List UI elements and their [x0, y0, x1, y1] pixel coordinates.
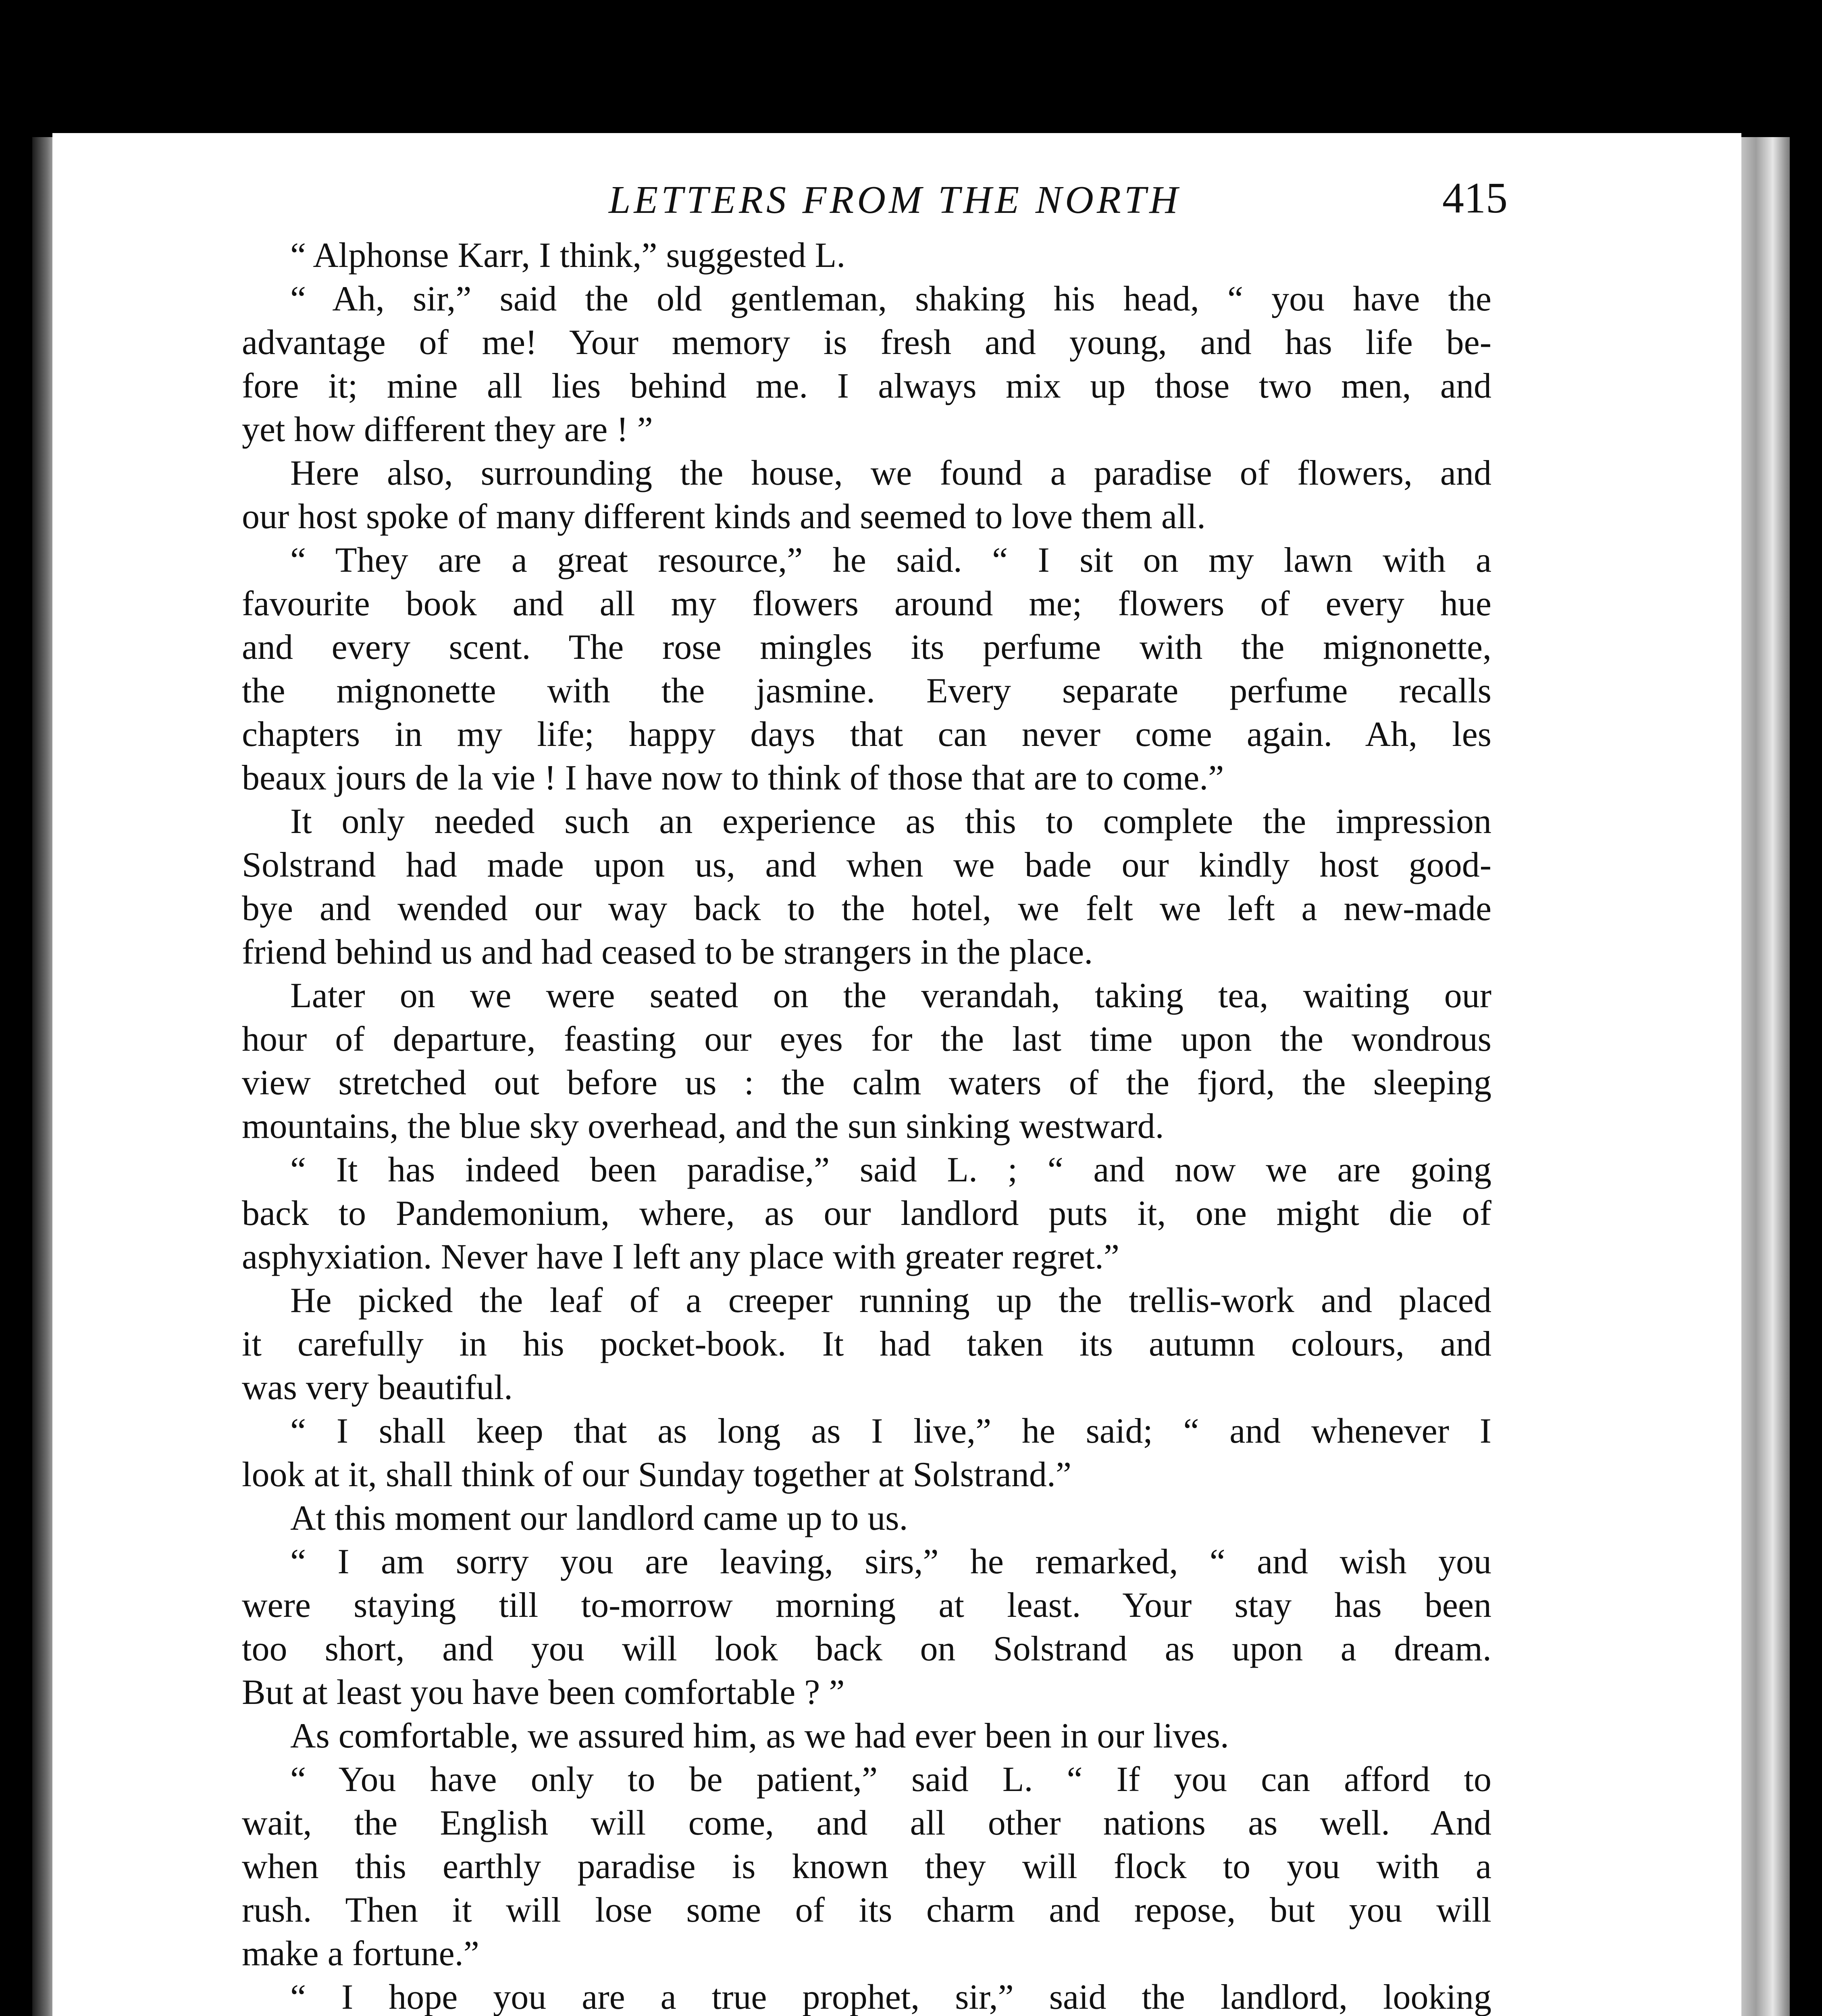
text-line: Solstrand had made upon us, and when we bade our kindly host good- — [242, 846, 1491, 885]
text-line: “ Alphonse Karr, I think,” suggested L. — [290, 236, 846, 275]
running-head: LETTERS FROM THE NORTH — [608, 178, 1181, 222]
text-line: friend behind us and had ceased to be strangers in the place. — [242, 933, 1093, 972]
text-line: “ I am sorry you are leaving, sirs,” he remarked, “ and wish you — [290, 1542, 1491, 1581]
text-line: advantage of me! Your memory is fresh and young, and has life be- — [242, 323, 1491, 362]
text-line: At this moment our landlord came up to us. — [290, 1499, 908, 1538]
text-line: “ You have only to be patient,” said L. “ If you can afford to — [290, 1760, 1491, 1799]
text-line: make a fortune.” — [242, 1934, 479, 1973]
text-line: yet how different they are ! ” — [242, 410, 653, 449]
text-line: But at least you have been comfortable ? ” — [242, 1673, 845, 1712]
text-line: were staying till to-morrow morning at least. Your stay has been — [242, 1586, 1491, 1625]
text-line: He picked the leaf of a creeper running up the trellis-work and placed — [290, 1281, 1491, 1320]
text-line: when this earthly paradise is known they will flock to you with a — [242, 1847, 1491, 1886]
body-text — [242, 234, 1491, 2016]
text-line: “ I hope you are a true prophet, sir,” said the landlord, looking — [290, 1978, 1491, 2016]
text-line: “ Ah, sir,” said the old gentleman, shaking his head, “ you have the — [290, 279, 1491, 319]
text-line: asphyxiation. Never have I left any place with greater regret.” — [242, 1237, 1119, 1277]
text-line: “ They are a great resource,” he said. “ I sit on my lawn with a — [290, 541, 1491, 580]
page-number: 415 — [1442, 174, 1508, 222]
text-line: view stretched out before us : the calm waters of the fjord, the sleeping — [242, 1063, 1491, 1102]
text-line: our host spoke of many different kinds and seemed to love them all. — [242, 497, 1206, 536]
text-line: favourite book and all my flowers around me; flowers of every hue — [242, 584, 1491, 623]
text-line: the mignonette with the jasmine. Every separate perfume recalls — [242, 671, 1491, 710]
text-line: fore it; mine all lies behind me. I always mix up those two men, and — [242, 367, 1491, 406]
text-line: “ I shall keep that as long as I live,” he said; “ and whenever I — [290, 1412, 1491, 1451]
text-line: wait, the English will come, and all other nations as well. And — [242, 1804, 1491, 1843]
text-line: was very beautiful. — [242, 1368, 513, 1407]
text-line: back to Pandemonium, where, as our landlord puts it, one might die of — [242, 1194, 1491, 1233]
text-line: bye and wended our way back to the hotel, we felt we left a new-made — [242, 889, 1491, 928]
text-line: look at it, shall think of our Sunday together at Solstrand.” — [242, 1455, 1071, 1494]
text-line: hour of departure, feasting our eyes for the last time upon the wondrous — [242, 1020, 1491, 1059]
text-line: too short, and you will look back on Solstrand as upon a dream. — [242, 1629, 1491, 1668]
text-line: Here also, surrounding the house, we found a paradise of flowers, and — [290, 454, 1491, 493]
text-line: beaux jours de la vie ! I have now to think of those that are to come.” — [242, 758, 1224, 798]
text-line: “ It has indeed been paradise,” said L. ; “ and now we are going — [290, 1150, 1491, 1189]
text-line: it carefully in his pocket-book. It had taken its autumn colours, and — [242, 1325, 1491, 1364]
text-line: It only needed such an experience as this to complete the impression — [290, 802, 1491, 841]
text-line: mountains, the blue sky overhead, and the sun sinking westward. — [242, 1107, 1164, 1146]
text-line: rush. Then it will lose some of its charm and repose, but you will — [242, 1891, 1491, 1930]
text-line: and every scent. The rose mingles its perfume with the mignonette, — [242, 628, 1491, 667]
page-edge — [1733, 137, 1790, 2016]
text-line: chapters in my life; happy days that can never come again. Ah, les — [242, 715, 1491, 754]
text-line: Later on we were seated on the verandah, taking tea, waiting our — [290, 976, 1491, 1015]
text-line: As comfortable, we assured him, as we had ever been in our lives. — [290, 1716, 1229, 1756]
